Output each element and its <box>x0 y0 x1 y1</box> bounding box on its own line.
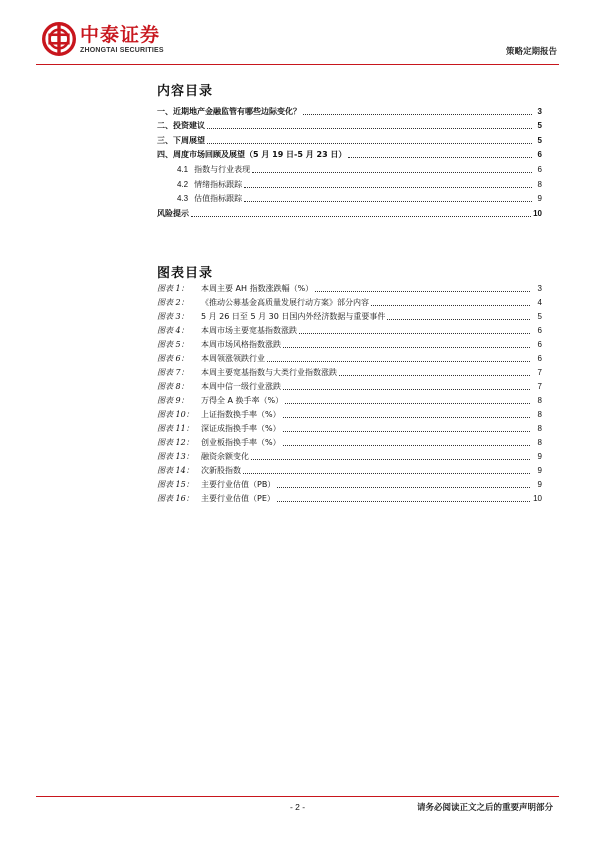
toc-entry[interactable] <box>157 146 542 161</box>
figure-entry-title: 本周市场风格指数涨跌 <box>201 340 281 349</box>
dot-leader <box>283 445 530 446</box>
figure-entry-number: 图表 2： <box>157 298 189 307</box>
figure-entry-title: 上证指数换手率（%） <box>201 410 281 419</box>
dot-leader <box>243 473 530 474</box>
figure-entry-number: 图表 3： <box>157 312 189 321</box>
figure-entry-page: 7 <box>537 368 542 377</box>
figure-entry-number: 图表 15： <box>157 480 194 489</box>
toc-entry-page: 8 <box>537 179 542 189</box>
dot-leader <box>348 157 532 158</box>
figure-entry-number: 图表 4： <box>157 326 189 335</box>
figure-entry-page: 3 <box>537 284 542 293</box>
figure-entry-number: 图表 5： <box>157 340 189 349</box>
figure-entry-number: 图表 12： <box>157 438 194 447</box>
figure-entry[interactable] <box>157 490 542 504</box>
figure-entry[interactable] <box>157 392 542 406</box>
figure-entry[interactable] <box>157 350 542 364</box>
figure-entry[interactable] <box>157 308 542 322</box>
toc-entry-page: 5 <box>537 135 542 145</box>
dot-leader <box>387 319 530 320</box>
figure-entry-title: 万得全 A 换手率（%） <box>201 396 284 405</box>
brand-name-cn: 中泰证券 <box>80 23 161 46</box>
figure-entry-title: 本周领涨领跌行业 <box>201 354 265 363</box>
page-header <box>0 0 595 70</box>
figure-entry-number: 图表 14： <box>157 466 194 475</box>
figure-entry-title: 创业板指换手率（%） <box>201 438 281 447</box>
figure-entry-number: 图表 10： <box>157 410 194 419</box>
figure-entry[interactable] <box>157 294 542 308</box>
toc-entry-label: 二、投资建议 <box>157 121 205 131</box>
figure-entry-title: 次新股指数 <box>201 466 241 475</box>
figure-entry-number: 图表 7： <box>157 368 189 377</box>
figure-entry-page: 9 <box>537 480 542 489</box>
figure-entry-title: 主要行业估值（PE） <box>201 494 275 503</box>
figure-entry[interactable] <box>157 378 542 392</box>
toc-entry[interactable] <box>157 117 542 132</box>
dot-leader <box>207 128 532 129</box>
figure-list <box>157 280 542 504</box>
figure-entry-page: 10 <box>533 494 542 503</box>
dot-leader <box>267 361 530 362</box>
header-divider <box>36 64 559 65</box>
figure-entry-page: 4 <box>537 298 542 307</box>
toc-entry-number: 4.1 <box>177 164 189 174</box>
dot-leader <box>207 143 532 144</box>
figure-entry-page: 6 <box>537 340 542 349</box>
figure-entry-title: 深证成指换手率（%） <box>201 424 281 433</box>
figure-entry-title: 5 月 26 日至 5 月 30 日国内外经济数据与重要事件 <box>201 312 386 321</box>
figure-entry-title: 本周主要宽基指数与大类行业指数涨跌 <box>201 368 337 377</box>
toc-entry-label: 四、周度市场回顾及展望（5 月 19 日-5 月 23 日） <box>157 150 347 160</box>
dot-leader <box>303 114 532 115</box>
figure-entry[interactable] <box>157 336 542 350</box>
figure-entry-page: 8 <box>537 396 542 405</box>
toc-entry-page: 6 <box>537 150 542 160</box>
figure-entry[interactable] <box>157 322 542 336</box>
figure-entry-title: 《推动公募基金高质量发展行动方案》部分内容 <box>201 298 369 307</box>
figure-entry-number: 图表 13： <box>157 452 194 461</box>
dot-leader <box>315 291 530 292</box>
dot-leader <box>285 403 530 404</box>
figure-entry-page: 8 <box>537 438 542 447</box>
figure-entry-number: 图表 16： <box>157 494 194 503</box>
figure-entry-title: 本周主要 AH 指数涨跌幅（%） <box>201 284 314 293</box>
figure-entry-number: 图表 6： <box>157 354 189 363</box>
figure-entry[interactable] <box>157 364 542 378</box>
toc-entry-page: 3 <box>537 106 542 116</box>
table-of-contents <box>157 102 542 219</box>
figure-entry[interactable] <box>157 406 542 420</box>
report-type-label: 策略定期报告 <box>505 47 557 57</box>
toc-entry[interactable] <box>157 204 542 219</box>
figure-entry[interactable] <box>157 434 542 448</box>
toc-entry-number: 4.2 <box>177 179 189 189</box>
footer-divider <box>36 796 559 797</box>
dot-leader <box>244 201 532 202</box>
figure-entry-number: 图表 8： <box>157 382 189 391</box>
dot-leader <box>277 501 530 502</box>
figure-entry[interactable] <box>157 462 542 476</box>
dot-leader <box>283 417 530 418</box>
figure-entry-title: 本周市场主要宽基指数涨跌 <box>201 326 297 335</box>
figure-entry-page: 5 <box>537 312 542 321</box>
figure-entry-page: 9 <box>537 452 542 461</box>
toc-entry[interactable] <box>157 190 542 205</box>
figure-entry-number: 图表 9： <box>157 396 189 405</box>
disclaimer-text: 请务必阅读正文之后的重要声明部分 <box>416 803 553 813</box>
figure-entry[interactable] <box>157 420 542 434</box>
toc-entry[interactable] <box>157 131 542 146</box>
toc-entry-label: 三、下周展望 <box>157 135 205 145</box>
toc-title: 内容目录 <box>157 84 214 99</box>
company-logo <box>42 22 164 56</box>
zhongtai-logo-icon <box>42 22 76 56</box>
toc-entry[interactable] <box>157 160 542 175</box>
dot-leader <box>244 187 532 188</box>
dot-leader <box>277 487 530 488</box>
figure-entry-number: 图表 1： <box>157 284 189 293</box>
figure-entry[interactable] <box>157 280 542 294</box>
figure-entry-page: 9 <box>537 466 542 475</box>
figure-list-title: 图表目录 <box>157 266 214 281</box>
toc-entry-page: 10 <box>533 208 542 218</box>
figure-entry-page: 8 <box>537 424 542 433</box>
dot-leader <box>283 347 530 348</box>
figure-entry-page: 8 <box>537 410 542 419</box>
toc-entry-label: 指数与行业表现 <box>194 164 251 174</box>
figure-entry-page: 6 <box>537 326 542 335</box>
dot-leader <box>339 375 530 376</box>
figure-entry-page: 6 <box>537 354 542 363</box>
figure-entry-page: 7 <box>537 382 542 391</box>
toc-entry[interactable] <box>157 175 542 190</box>
toc-entry-number: 4.3 <box>177 194 189 204</box>
dot-leader <box>252 172 532 173</box>
toc-entry-label: 风险提示 <box>157 208 189 218</box>
figure-entry[interactable] <box>157 476 542 490</box>
toc-entry-page: 5 <box>537 121 542 131</box>
dot-leader <box>299 333 530 334</box>
dot-leader <box>371 305 530 306</box>
figure-entry-title: 本周中信一级行业涨跌 <box>201 382 281 391</box>
dot-leader <box>283 389 530 390</box>
toc-entry-label: 估值指标跟踪 <box>194 194 243 204</box>
dot-leader <box>251 459 530 460</box>
page-number: - 2 - <box>289 802 306 812</box>
dot-leader <box>191 216 531 217</box>
figure-entry-title: 融资余额变化 <box>201 452 249 461</box>
toc-entry-label: 一、近期地产金融监管有哪些边际变化？ <box>157 106 301 116</box>
figure-entry-title: 主要行业估值（PB） <box>201 480 276 489</box>
toc-entry[interactable] <box>157 102 542 117</box>
dot-leader <box>283 431 530 432</box>
figure-entry[interactable] <box>157 448 542 462</box>
toc-entry-label: 情绪指标跟踪 <box>194 179 243 189</box>
figure-entry-number: 图表 11： <box>157 424 194 433</box>
toc-entry-page: 6 <box>537 164 542 174</box>
toc-entry-page: 9 <box>537 194 542 204</box>
brand-name-en: ZHONGTAI SECURITIES <box>80 46 164 54</box>
